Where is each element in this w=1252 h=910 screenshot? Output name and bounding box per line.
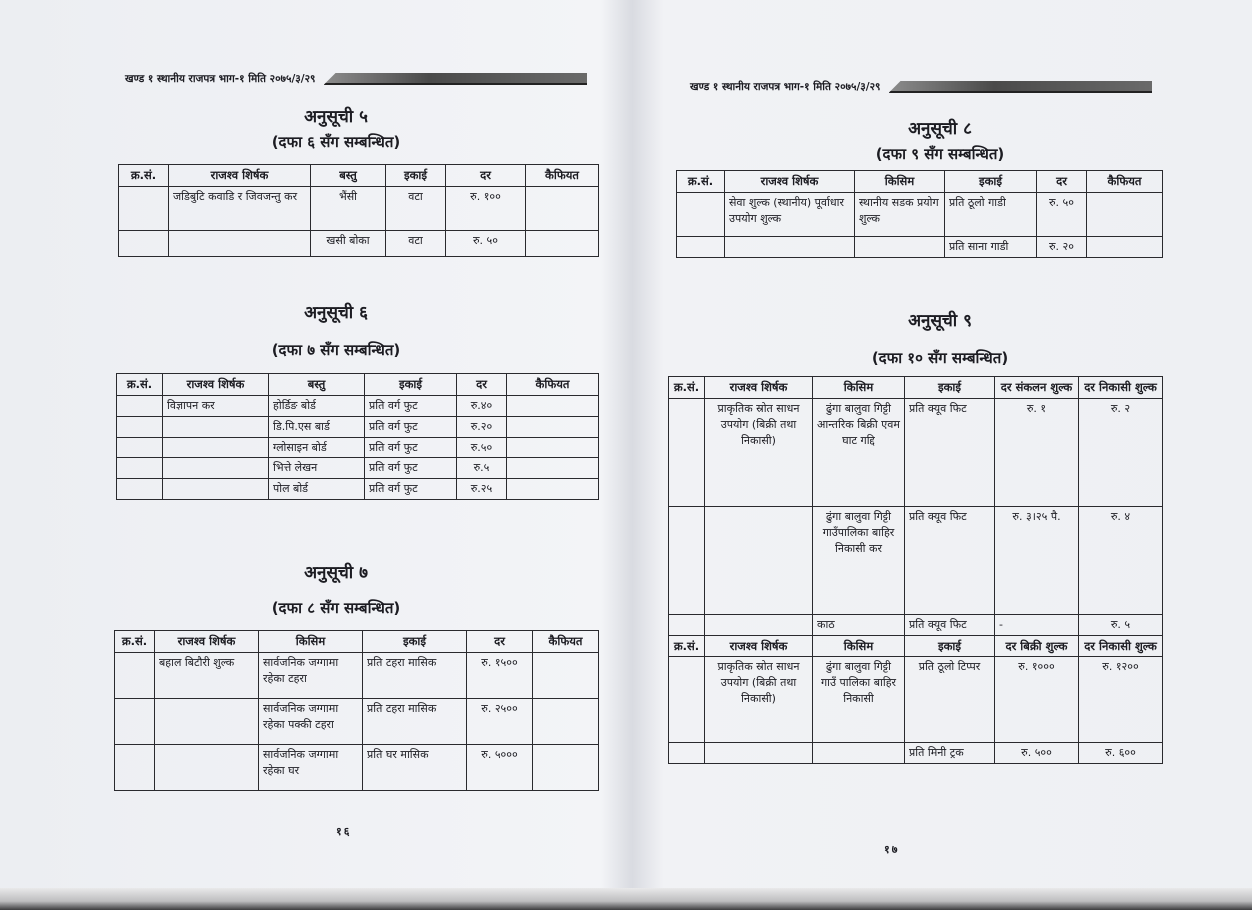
col-header: दर निकासी शुल्क [1079,377,1163,399]
table-cell [117,458,163,479]
col-header: किसिम [855,171,945,193]
table-cell [119,230,169,256]
page-number: १७ [884,843,900,856]
table-cell: रु. ६०० [1079,743,1163,764]
table-cell [115,698,155,744]
table-cell: रु. १०० [446,186,526,230]
table-cell [163,416,269,437]
table-cell: प्रति घर मासिक [363,744,467,790]
table-cell: प्रति टहरा मासिक [363,652,467,698]
table-row [669,743,1163,764]
schedule5-title: अनुसूची ५ [304,107,368,127]
col-header: क्र.सं. [677,171,725,193]
schedule9-table [668,376,1163,764]
table-cell [507,458,599,479]
table-cell [705,743,813,764]
table-cell: बहाल बिटौरी शुल्क [155,652,259,698]
table-cell [117,479,163,500]
table-row [117,416,599,437]
col-header: दर [446,165,526,187]
schedule8-title: अनुसूची ८ [908,119,972,139]
table-header-row [677,171,1163,193]
table-cell: रु.५ [457,458,507,479]
table-cell: प्रति वर्ग फुट [365,437,457,458]
table-cell: रु.५० [457,437,507,458]
table-cell: विज्ञापन कर [163,395,269,416]
table-row [117,437,599,458]
col-header: राजश्व शिर्षक [705,377,813,399]
table-cell [117,416,163,437]
table-cell [155,698,259,744]
table-cell: रु. ३।२५ पै. [995,506,1079,614]
col-header: कैफियत [533,631,599,653]
table-cell [115,652,155,698]
table-cell: काठ [813,614,905,635]
col-header: दर संकलन शुल्क [995,377,1079,399]
table-cell [533,744,599,790]
table-row [115,652,599,698]
table-cell [677,192,725,236]
table-cell: रु. १२०० [1079,657,1163,743]
table-cell: रु. ५० [446,230,526,256]
col-header: किसिम [259,631,363,653]
col-header: राजश्व शिर्षक [169,165,311,187]
col-header: इकाई [365,374,457,396]
table-cell [533,652,599,698]
table-row [115,698,599,744]
schedule9-subtitle: (दफा १० सँग सम्बन्धित) [871,349,1009,367]
table-cell: प्राकृतिक स्रोत साधन उपयोग (बिक्री तथा निकासी) [705,398,813,506]
table-header-row [115,631,599,653]
table-cell: रु. २५०० [467,698,533,744]
table-cell: रु. ५० [1037,192,1087,236]
table-row [677,192,1163,236]
schedule5-table [118,164,599,257]
schedule8-table [676,170,1163,258]
table-cell: प्रति क्यूव फिट [905,398,995,506]
page-bottom-shadow [0,888,1252,910]
table-cell: प्रति साना गाडी [945,236,1037,257]
right-page [640,0,1240,888]
table-cell [669,614,705,635]
table-cell: भैंसी [311,186,386,230]
table-cell [526,186,599,230]
col-header: इकाई [905,377,995,399]
col-header: इकाई [905,635,995,657]
table-cell: प्रति क्यूव फिट [905,614,995,635]
table-cell [155,744,259,790]
table-cell [163,458,269,479]
table-cell [1087,236,1163,257]
table-cell [669,657,705,743]
schedule8-subtitle: (दफा ९ सँग सम्बन्धित) [875,145,1005,163]
col-header: इकाई [945,171,1037,193]
table-cell [117,395,163,416]
table-cell: रु. २० [1037,236,1087,257]
col-header: कैफियत [1087,171,1163,193]
schedule9-title: अनुसूची ९ [908,311,972,331]
table-cell [163,437,269,458]
table-cell: रु. ४ [1079,506,1163,614]
table-cell [705,506,813,614]
table-cell [169,230,311,256]
table-cell: जडिबुटि कवाडि र जिवजन्तु कर [169,186,311,230]
table-cell [705,614,813,635]
schedule7-subtitle: (दफा ८ सँग सम्बन्धित) [271,599,401,617]
col-header: इकाई [386,165,446,187]
table-cell: सार्वजनिक जग्गामा रहेका टहरा [259,652,363,698]
table-cell: रु. १ [995,398,1079,506]
table-row [677,236,1163,257]
col-header: किसिम [813,635,905,657]
col-header: इकाई [363,631,467,653]
col-header: क्र.सं. [119,165,169,187]
table-row [669,657,1163,743]
table-cell: स्थानीय सडक प्रयोग शुल्क [855,192,945,236]
table-row [669,614,1163,635]
table-cell [119,186,169,230]
col-header: कैफियत [526,165,599,187]
table-cell [115,744,155,790]
schedule7-table [114,630,599,791]
schedule6-subtitle: (दफा ७ सँग सम्बन्धित) [271,341,401,359]
table-row [115,744,599,790]
table-row [119,230,599,256]
col-header: बस्तु [311,165,386,187]
table-row [117,479,599,500]
table-row [117,395,599,416]
header-rule [324,73,587,85]
table-row [119,186,599,230]
table-cell: प्रति वर्ग फुट [365,416,457,437]
running-header [690,78,1152,96]
col-header: क्र.सं. [117,374,163,396]
table-cell: प्राकृतिक स्रोत साधन उपयोग (बिक्री तथा निकासी) [705,657,813,743]
header-text: खण्ड १ स्थानीय राजपत्र भाग-१ मिति २०७५/३/२९ [125,73,316,85]
table-cell: रु.२० [457,416,507,437]
table-cell: ढुंगा बालुवा गिट्टी गाउँ पालिका बाहिर निकासी [813,657,905,743]
table-cell: रु. १५०० [467,652,533,698]
table-cell: वटा [386,186,446,230]
table-cell: होर्डिङ बोर्ड [269,395,365,416]
col-header: दर [457,374,507,396]
table-cell: प्रति ठूलो गाडी [945,192,1037,236]
table-cell: प्रति ठूलो टिप्पर [905,657,995,743]
table-cell: प्रति वर्ग फुट [365,395,457,416]
table-cell [1087,192,1163,236]
table-cell: वटा [386,230,446,256]
schedule6-table [116,373,599,500]
col-header: क्र.सं. [669,377,705,399]
table-cell [507,437,599,458]
table-cell: रु.२५ [457,479,507,500]
table-cell: प्रति मिनी ट्रक [905,743,995,764]
schedule5-subtitle: (दफा ६ सँग सम्बन्धित) [271,133,401,151]
table-cell: प्रति वर्ग फुट [365,458,457,479]
table-cell [669,743,705,764]
table-cell: रु. १००० [995,657,1079,743]
col-header: कैफियत [507,374,599,396]
running-header [125,70,587,88]
table-cell [117,437,163,458]
table-cell [507,395,599,416]
table-cell: रु. २ [1079,398,1163,506]
schedule7-title: अनुसूची ७ [304,563,368,583]
table-header-row [117,374,599,396]
table-cell [677,236,725,257]
col-header: दर निकासी शुल्क [1079,635,1163,657]
table-row [669,506,1163,614]
table-cell: प्रति टहरा मासिक [363,698,467,744]
table-cell [813,743,905,764]
table-cell: प्रति क्यूव फिट [905,506,995,614]
col-header: दर [467,631,533,653]
left-page [40,0,632,888]
table-row [669,398,1163,506]
col-header: राजश्व शिर्षक [725,171,855,193]
col-header: किसिम [813,377,905,399]
table-cell: रु.४० [457,395,507,416]
header-text: खण्ड १ स्थानीय राजपत्र भाग-१ मिति २०७५/३/२९ [690,81,881,93]
table-cell: डि.पि.एस बार्ड [269,416,365,437]
table-cell: - [995,614,1079,635]
table-cell [507,416,599,437]
table-cell [669,506,705,614]
table-cell [163,479,269,500]
table-cell: खसी बोका [311,230,386,256]
table-cell: भित्ते लेखन [269,458,365,479]
table-cell: रु. ५००० [467,744,533,790]
table-cell: सार्वजनिक जग्गामा रहेका घर [259,744,363,790]
col-header: दर [1037,171,1087,193]
col-header: क्र.सं. [669,635,705,657]
table-cell [669,398,705,506]
col-header: बस्तु [269,374,365,396]
col-header: राजश्व शिर्षक [705,635,813,657]
table-cell [507,479,599,500]
table-row [117,458,599,479]
table-cell: सार्वजनिक जग्गामा रहेका पक्की टहरा [259,698,363,744]
table-header-row [669,377,1163,399]
table-cell: ढुंगा बालुवा गिट्टी गाउँपालिका बाहिर निकासी कर [813,506,905,614]
col-header: क्र.सं. [115,631,155,653]
table-cell [526,230,599,256]
table-cell: ढुंगा बालुवा गिट्टी आन्तरिक बिक्री एवम घाट गद्दि [813,398,905,506]
table-cell [533,698,599,744]
table-cell [725,236,855,257]
table-cell: ग्लोसाइन बोर्ड [269,437,365,458]
col-header: राजश्व शिर्षक [163,374,269,396]
header-rule [889,81,1152,93]
table-cell: रु. ५०० [995,743,1079,764]
col-header: राजश्व शिर्षक [155,631,259,653]
col-header: दर बिक्री शुल्क [995,635,1079,657]
table-cell [855,236,945,257]
table-cell: सेवा शुल्क (स्थानीय) पूर्वाधार उपयोग शुल्क [725,192,855,236]
table-cell: पोल बोर्ड [269,479,365,500]
schedule6-title: अनुसूची ६ [304,303,368,323]
table-header-row [119,165,599,187]
table-header-row [669,635,1163,657]
table-cell: रु. ५ [1079,614,1163,635]
page-number: १६ [336,825,352,838]
table-cell: प्रति वर्ग फुट [365,479,457,500]
